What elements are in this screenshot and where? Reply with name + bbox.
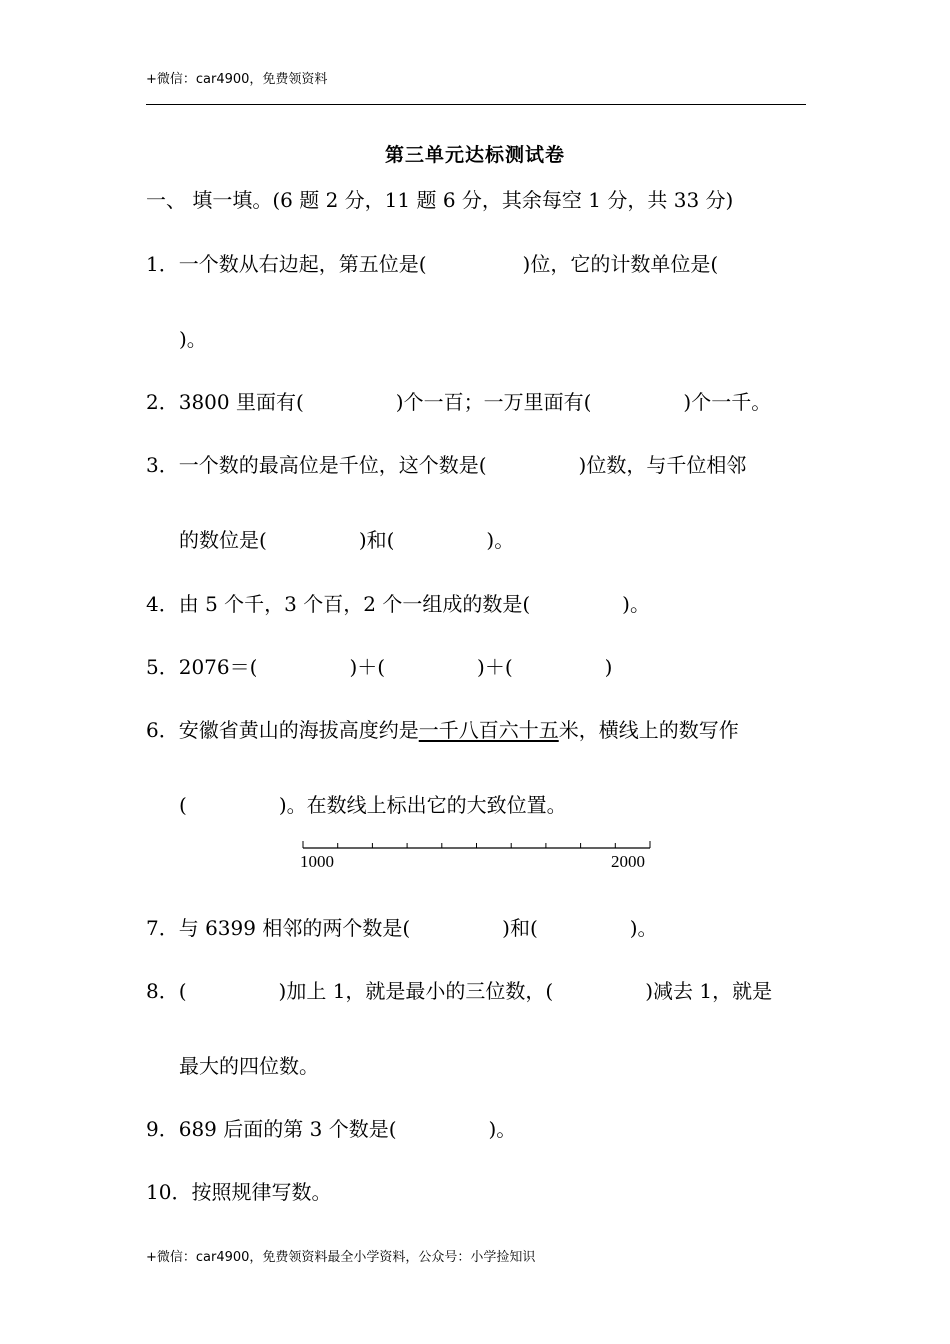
question-1-cont: )。 <box>179 327 207 351</box>
question-8-cont: 最大的四位数。 <box>179 1054 319 1078</box>
question-7: 7．与 6399 相邻的两个数是( )和( )。 <box>146 916 658 940</box>
page-title: 第三单元达标测试卷 <box>384 144 565 166</box>
header-divider <box>146 104 806 105</box>
number-line[interactable] <box>300 832 660 874</box>
question-10: 10．按照规律写数。 <box>146 1180 332 1204</box>
question-3-cont: 的数位是( )和( )。 <box>179 528 515 552</box>
number-line-ticks <box>303 841 650 848</box>
question-8: 8．( )加上 1，就是最小的三位数，( )减去 1，就是 <box>146 979 773 1003</box>
question-9: 9．689 后面的第 3 个数是( )。 <box>146 1117 517 1141</box>
number-line-end-label: 2000 <box>611 852 645 871</box>
question-2: 2．3800 里面有( )个一百；一万里面有( )个一千。 <box>146 390 772 414</box>
question-4: 4．由 5 个千，3 个百，2 个一组成的数是( )。 <box>146 592 650 616</box>
section-heading: 一、 填一填。(6 题 2 分，11 题 6 分，其余每空 1 分，共 33 分) <box>146 188 734 212</box>
number-line-start-label: 1000 <box>300 852 334 871</box>
question-3: 3．一个数的最高位是千位，这个数是( )位数，与千位相邻 <box>146 453 747 477</box>
question-1: 1．一个数从右边起，第五位是( )位，它的计数单位是( <box>146 252 719 276</box>
question-6-cont: ( )。在数线上标出它的大致位置。 <box>179 793 567 817</box>
footer-note: +微信：car4900，免费领资料最全小学资料，公众号：小学捡知识 <box>146 1250 536 1265</box>
question-5: 5．2076＝( )＋( )＋( ) <box>146 655 613 679</box>
question-6: 6．安徽省黄山的海拔高度约是一千八百六十五米，横线上的数写作 <box>146 718 739 742</box>
underlined-number: 一千八百六十五 <box>418 718 559 742</box>
header-note: +微信：car4900，免费领资料 <box>146 72 328 87</box>
